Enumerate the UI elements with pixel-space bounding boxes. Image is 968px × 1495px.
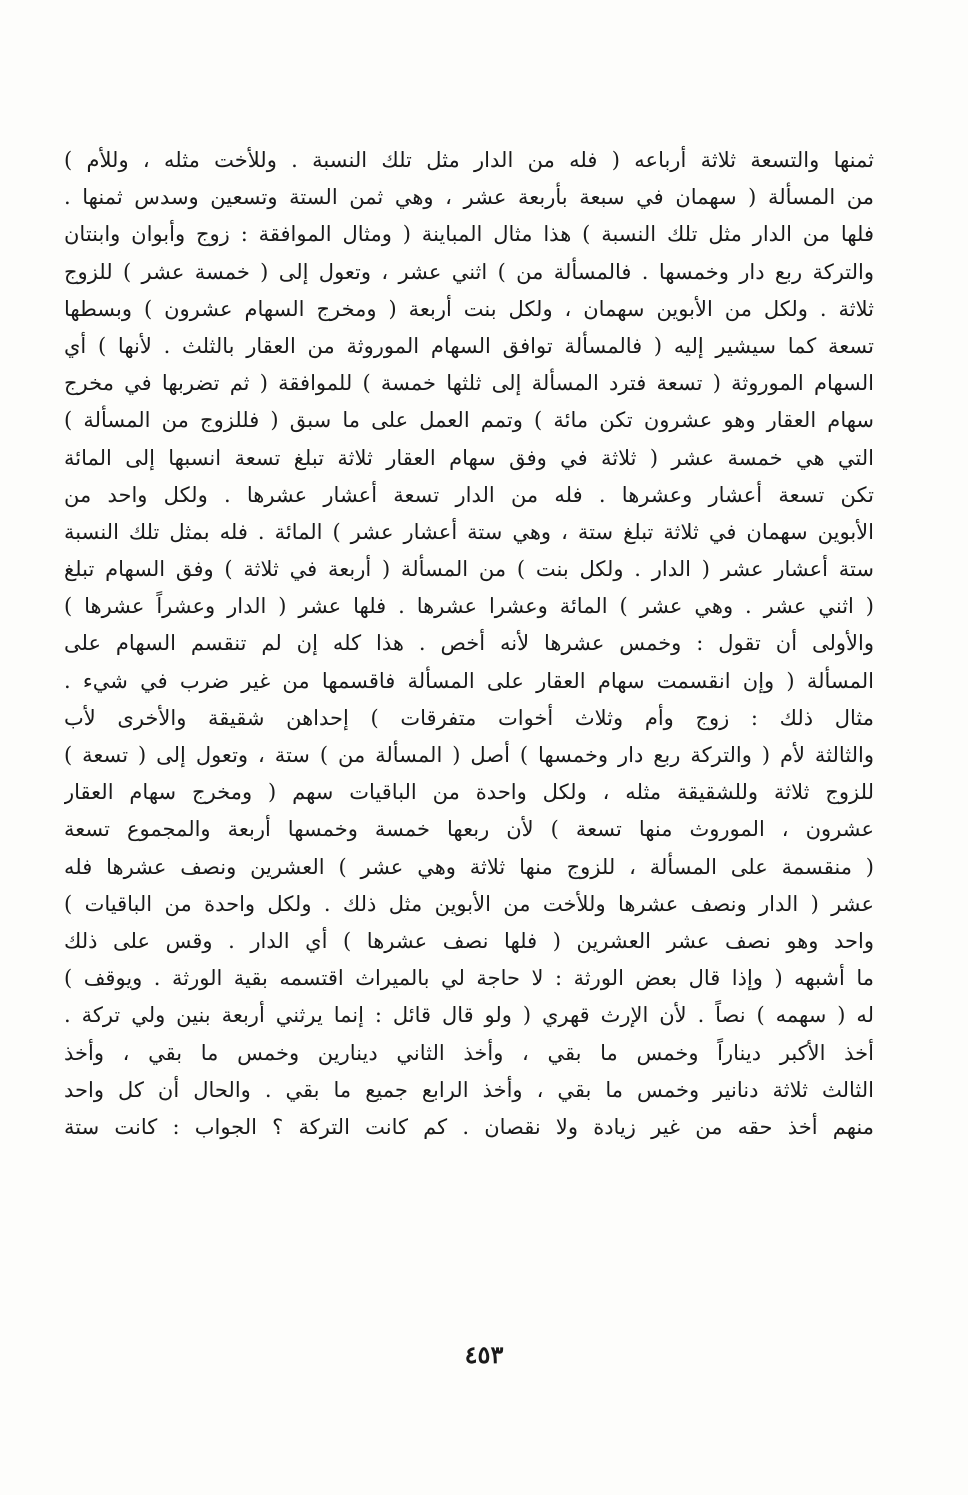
body-text xyxy=(64,142,874,1146)
text-line: المسألة ( وإن انقسمت سهام العقار على المسألة فاقسمها من غير ضرب في شيء . xyxy=(64,668,874,693)
text-line: عشرون ، الموروث منها تسعة ) لأن ربعها خمسة وخمسها أربعة والمجموع تسعة xyxy=(64,817,874,842)
text-line: أخذ الأكبر ديناراً وخمس ما بقي ، وأخذ الثاني دينارين وخمس ما بقي ، وأخذ xyxy=(64,1040,874,1065)
text-line: واحد وهو نصف عشر العشرين ( فلها نصف عشرها ) أي الدار . وقس على ذلك xyxy=(64,928,874,953)
text-line: ( منقسمة على المسألة ، للزوج منها ثلاثة وهي عشر ) العشرين ونصف عشرها فله xyxy=(64,854,874,879)
text-line: للزوج ثلاثة وللشقيقة مثله ، ولكل واحدة من الباقيات سهم ( ومخرج سهام العقار xyxy=(64,780,874,805)
text-line: ما أشبهه ( وإذا قال بعض الورثة : لا حاجة لي بالميراث اقتسمه بقية الورثة . ويوقف ) xyxy=(64,966,874,991)
text-line: والثالثة لأم ( والتركة ربع دار وخمسها ) أصل ( المسألة من ) ستة ، وتعول إلى ( تسعة ) xyxy=(64,743,874,767)
text-line: مثال ذلك : زوج وأم وثلاث أخوات متفرقات ) إحداهن شقيقة والأخرى لأب xyxy=(64,705,874,730)
text-line: ستة أعشار عشر ( الدار . ولكل بنت ) من المسألة ( أربعة في ثلاثة ) وفق السهام تبلغ xyxy=(64,557,874,582)
text-line: الثالث ثلاثة دنانير وخمس ما بقي ، وأخذ الرابع جميع ما بقي . والحال أن كل واحد xyxy=(64,1077,874,1102)
text-line: ( اثني عشر . وهي عشر ) المائة وعشرا عشرها . فلها عشر ( الدار وعشراً عشرها ) xyxy=(64,594,874,619)
text-line: الأبوين سهمان في ثلاثة تبلغ ستة ، وهي ستة أعشار عشر ) المائة . فله بمثل تلك النسبة xyxy=(64,519,874,544)
text-line: منهم أخذ حقه من غير زيادة ولا نقصان . كم كانت التركة ؟ الجواب : كانت ستة xyxy=(64,1114,874,1139)
text-line: عشر ( الدار ونصف عشرها وللأخت من الأبوين مثل ذلك . ولكل واحدة من الباقيات ) xyxy=(64,891,874,916)
text-line: من المسألة ( سهمان في سبعة بأربعة عشر ، وهي ثمن الستة وتسعين وسدس ثمنها . xyxy=(64,185,874,210)
text-line: السهام الموروثة ( تسعة فترد المسألة إلى ثلثها خمسة ) للموافقة ( ثم تضربها في مخرج xyxy=(64,371,874,396)
text-line: والتركة ربع دار وخمسها . فالمسألة من ) اثني عشر ، وتعول إلى ( خمسة عشر ) للزوج xyxy=(64,259,874,284)
text-line: تسعة كما سيشير إليه ( فالمسألة توافق السهام الموروثة من العقار بالثلث . لأنها ) أي xyxy=(64,333,874,358)
text-line: ثلاثة . ولكل من الأبوين سهمان ، ولكل بنت أربعة ( ومخرج السهام عشرون ) وبسطها xyxy=(64,296,874,321)
page-number: ٤٥٣ xyxy=(464,1340,504,1369)
text-line: له ( سهمه ) نصاً . لأن الإرث قهري ( ولو قال قائل : إنما يرثني أربعة بنين ولي تركة . xyxy=(64,1003,874,1028)
text-line: التي هي خمسة عشر ( ثلاثة في وفق سهام العقار ثلاثة تبلغ تسعة انسبها إلى المائة xyxy=(64,445,874,470)
text-line: ثمنها والتسعة ثلاثة أرباعه ( فله من الدار مثل تلك النسبة . وللأخت مثله ، وللأم ) xyxy=(64,148,874,172)
text-line: تكن تسعة أعشار وعشرها . فله من الدار تسعة أعشار عشرها . ولكل واحد من xyxy=(64,482,874,507)
text-line: سهام العقار وهو عشرون تكن مائة ) وتمم العمل على ما سبق ( فللزوج من المسألة ) xyxy=(64,408,874,433)
text-line: والأولى أن تقول : وخمس عشرها لأنه أخص . هذا كله إن لم تنقسم السهام على xyxy=(64,631,874,656)
text-line: فلها من الدار مثل تلك النسبة ) هذا مثال المباينة ( ومثال الموافقة : زوج وأبوان وابنتان xyxy=(64,222,874,247)
